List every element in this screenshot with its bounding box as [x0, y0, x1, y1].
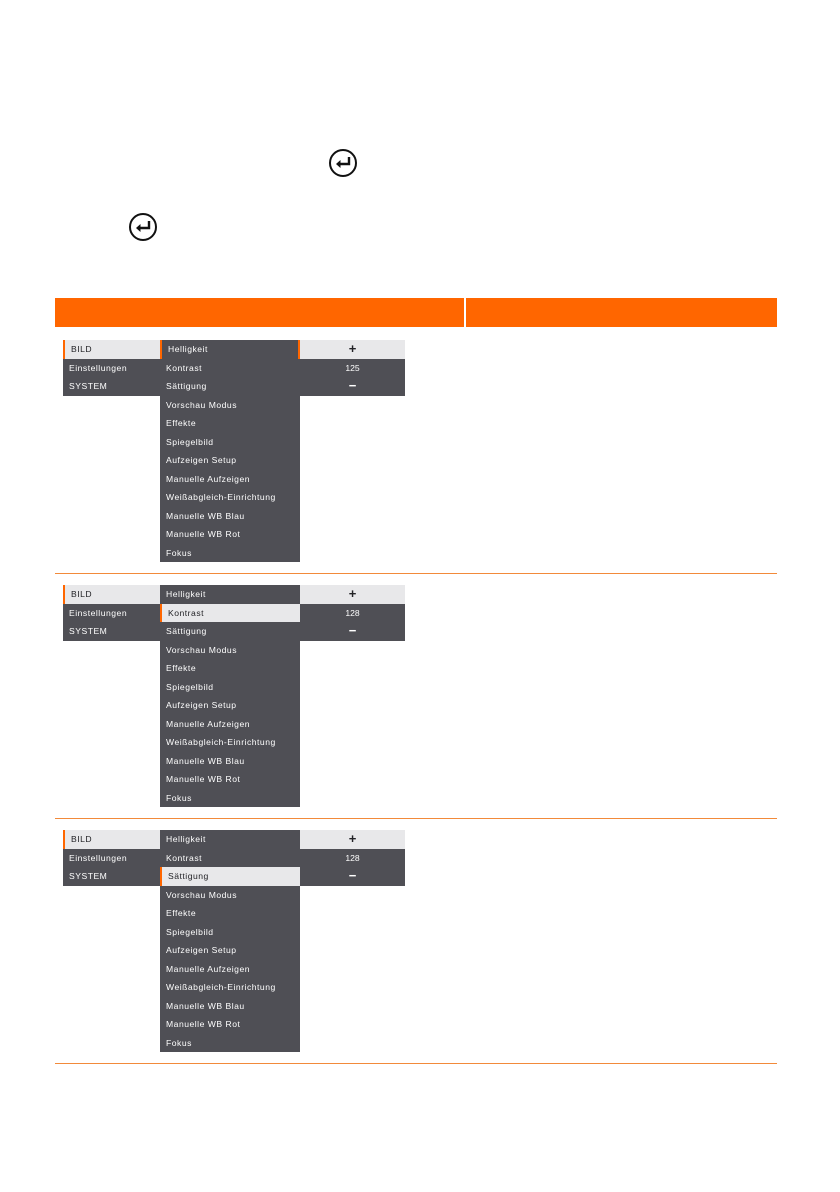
- osd-sub-item[interactable]: Kontrast: [160, 604, 300, 623]
- osd-sub-item[interactable]: Fokus: [160, 544, 300, 563]
- osd-sub-item[interactable]: Manuelle WB Blau: [160, 752, 300, 771]
- header-divider: [464, 298, 466, 327]
- osd-sub-item[interactable]: Effekte: [160, 904, 300, 923]
- osd-main-item[interactable]: Einstellungen: [63, 359, 160, 378]
- plus-button[interactable]: +: [300, 585, 405, 604]
- osd-main-item[interactable]: BILD: [63, 340, 160, 359]
- osd-sub-item[interactable]: Vorschau Modus: [160, 886, 300, 905]
- osd-sub-item[interactable]: Sättigung: [160, 377, 300, 396]
- osd-main-item[interactable]: BILD: [63, 830, 160, 849]
- osd-sub-item[interactable]: Aufzeigen Setup: [160, 696, 300, 715]
- osd-sub-item[interactable]: Effekte: [160, 659, 300, 678]
- osd-sub-item[interactable]: Vorschau Modus: [160, 641, 300, 660]
- value-readout: 128: [300, 604, 405, 623]
- osd-sub-item[interactable]: Manuelle WB Rot: [160, 770, 300, 789]
- minus-button[interactable]: −: [300, 622, 405, 641]
- osd-main-item[interactable]: BILD: [63, 585, 160, 604]
- osd-sub-menu: [160, 830, 300, 1052]
- osd-sub-item[interactable]: Kontrast: [160, 849, 300, 868]
- osd-sub-item[interactable]: Aufzeigen Setup: [160, 451, 300, 470]
- osd-sub-item[interactable]: Manuelle Aufzeigen: [160, 715, 300, 734]
- osd-sub-item[interactable]: Weißabgleich-Einrichtung: [160, 488, 300, 507]
- osd-main-menu: [63, 340, 160, 396]
- osd-main-menu: [63, 830, 160, 886]
- osd-main-item[interactable]: SYSTEM: [63, 377, 160, 396]
- osd-sub-item[interactable]: Manuelle WB Rot: [160, 1015, 300, 1034]
- osd-value-panel: [300, 585, 405, 641]
- osd-value-panel: [300, 830, 405, 886]
- osd-sub-item[interactable]: Helligkeit: [160, 340, 300, 359]
- minus-button[interactable]: −: [300, 867, 405, 886]
- plus-button[interactable]: +: [300, 830, 405, 849]
- osd-value-panel: [300, 340, 405, 396]
- osd-main-item[interactable]: SYSTEM: [63, 867, 160, 886]
- enter-return-icon: [128, 212, 158, 242]
- osd-sub-item[interactable]: Sättigung: [160, 622, 300, 641]
- minus-button[interactable]: −: [300, 377, 405, 396]
- osd-sub-item[interactable]: Manuelle WB Blau: [160, 997, 300, 1016]
- osd-sub-item[interactable]: Fokus: [160, 1034, 300, 1053]
- value-readout: 128: [300, 849, 405, 868]
- osd-sub-item[interactable]: Helligkeit: [160, 585, 300, 604]
- osd-sub-item[interactable]: Aufzeigen Setup: [160, 941, 300, 960]
- value-readout: 125: [300, 359, 405, 378]
- osd-main-menu: [63, 585, 160, 641]
- osd-sub-menu: [160, 585, 300, 807]
- osd-sub-item[interactable]: Manuelle WB Rot: [160, 525, 300, 544]
- osd-sub-menu: [160, 340, 300, 562]
- osd-main-item[interactable]: Einstellungen: [63, 604, 160, 623]
- enter-return-icon: [328, 148, 358, 178]
- osd-sub-item[interactable]: Manuelle Aufzeigen: [160, 470, 300, 489]
- osd-main-item[interactable]: Einstellungen: [63, 849, 160, 868]
- row-separator: [55, 573, 777, 574]
- osd-sub-item[interactable]: Spiegelbild: [160, 433, 300, 452]
- osd-sub-item[interactable]: Kontrast: [160, 359, 300, 378]
- osd-sub-item[interactable]: Spiegelbild: [160, 923, 300, 942]
- osd-sub-item[interactable]: Effekte: [160, 414, 300, 433]
- osd-sub-item[interactable]: Weißabgleich-Einrichtung: [160, 733, 300, 752]
- osd-sub-item[interactable]: Sättigung: [160, 867, 300, 886]
- plus-button[interactable]: +: [300, 340, 405, 359]
- row-separator: [55, 1063, 777, 1064]
- osd-sub-item[interactable]: Spiegelbild: [160, 678, 300, 697]
- table-header: [55, 298, 777, 327]
- osd-sub-item[interactable]: Manuelle Aufzeigen: [160, 960, 300, 979]
- osd-main-item[interactable]: SYSTEM: [63, 622, 160, 641]
- osd-sub-item[interactable]: Manuelle WB Blau: [160, 507, 300, 526]
- row-separator: [55, 818, 777, 819]
- osd-sub-item[interactable]: Fokus: [160, 789, 300, 808]
- osd-sub-item[interactable]: Vorschau Modus: [160, 396, 300, 415]
- osd-sub-item[interactable]: Weißabgleich-Einrichtung: [160, 978, 300, 997]
- osd-sub-item[interactable]: Helligkeit: [160, 830, 300, 849]
